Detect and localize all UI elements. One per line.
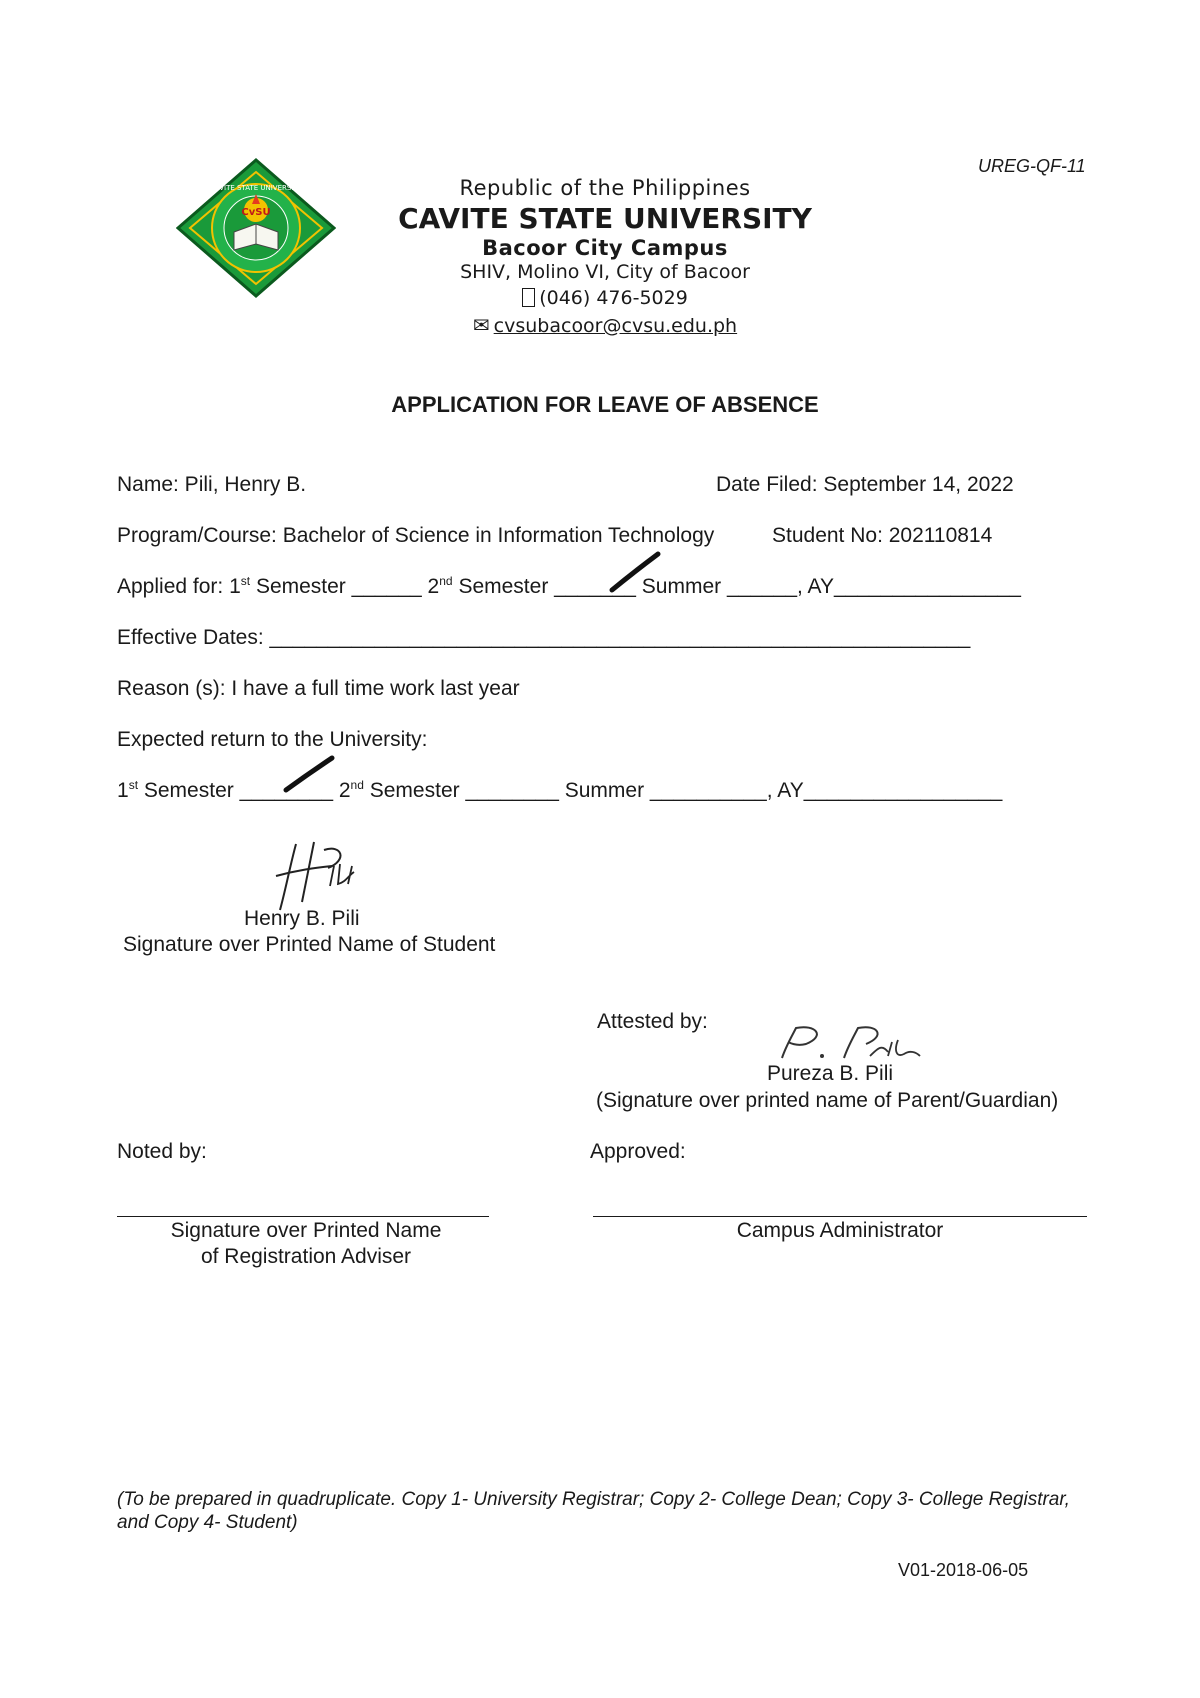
student-signature-caption: Signature over Printed Name of Student	[123, 933, 496, 956]
applied-for-row: Applied for: 1st Semester ______ 2nd Semester _______ Summer ______, AY________________	[117, 574, 1021, 598]
student-no-field: Student No: 202110814	[772, 524, 993, 547]
parent-printed-name: Pureza B. Pili	[767, 1062, 894, 1085]
email-link[interactable]: cvsubacoor@cvsu.edu.ph	[493, 315, 738, 337]
administrator-signature-line	[593, 1216, 1087, 1217]
student-printed-name: Henry B. Pili	[244, 907, 360, 930]
student-name-field: Name: Pili, Henry B.	[117, 473, 307, 496]
return-ay-label: , AY	[766, 779, 804, 802]
effective-dates-field: Effective Dates: ____________________________________________________________	[117, 626, 971, 649]
distribution-note: (To be prepared in quadruplicate. Copy 1- University Registrar; Copy 2- College Dean; Copy 3- College Registrar, and Copy 4- Student)	[117, 1489, 1070, 1533]
version-code: V01-2018-06-05	[898, 1560, 1029, 1580]
republic-line: Republic of the Philippines	[459, 176, 751, 200]
parent-signature-image	[770, 1022, 930, 1066]
sem2-label: Semester	[458, 575, 549, 598]
attested-by-label: Attested by:	[597, 1010, 708, 1033]
administrator-caption: Campus Administrator	[736, 1219, 944, 1242]
mail-icon: ✉	[472, 313, 490, 337]
check-mark-return-first-semester	[280, 752, 340, 798]
university-name: CAVITE STATE UNIVERSITY	[398, 202, 812, 235]
return-sem1-label: Semester	[143, 779, 234, 802]
expected-return-label: Expected return to the University:	[117, 728, 428, 751]
form-code: UREG-QF-11	[978, 156, 1086, 176]
campus-name: Bacoor City Campus	[482, 236, 728, 260]
program-field: Program/Course: Bachelor of Science in Information Technology	[117, 524, 715, 547]
phone-number: (046) 476-5029	[539, 287, 688, 309]
parent-signature-caption: (Signature over printed name of Parent/Guardian)	[596, 1089, 1059, 1112]
approved-label: Approved:	[590, 1140, 686, 1163]
summer-label: Summer	[641, 575, 722, 598]
campus-phone	[0, 287, 1200, 309]
date-filed-field: Date Filed: September 14, 2022	[716, 473, 1014, 496]
noted-by-label: Noted by:	[117, 1140, 207, 1163]
reason-field: Reason (s): I have a full time work last year	[117, 677, 520, 700]
adviser-signature-line	[117, 1216, 489, 1217]
expected-return-row: 1st Semester ________ 2nd Semester ________ Summer __________, AY_________________	[117, 778, 1003, 802]
sem1-label: Semester	[255, 575, 346, 598]
adviser-caption-line2: of Registration Adviser	[200, 1245, 412, 1268]
seal-text: CvSU	[241, 207, 271, 218]
ay-label: , AY	[797, 575, 835, 598]
phone-icon	[522, 288, 535, 307]
check-mark-applied-second-semester	[606, 548, 666, 598]
return-summer-label: Summer	[564, 779, 645, 802]
applied-for-label: Applied for:	[117, 575, 224, 598]
effective-dates-label: Effective Dates:	[117, 626, 264, 649]
campus-address: SHIV, Molino VI, City of Bacoor	[460, 261, 750, 283]
seal-ring-text: CAVITE STATE UNIVERSITY	[210, 184, 302, 192]
form-title: APPLICATION FOR LEAVE OF ABSENCE	[391, 392, 819, 417]
adviser-caption-line1: Signature over Printed Name	[170, 1219, 442, 1242]
return-sem2-label: Semester	[369, 779, 460, 802]
campus-email	[0, 313, 1200, 337]
student-signature-image	[268, 836, 368, 916]
